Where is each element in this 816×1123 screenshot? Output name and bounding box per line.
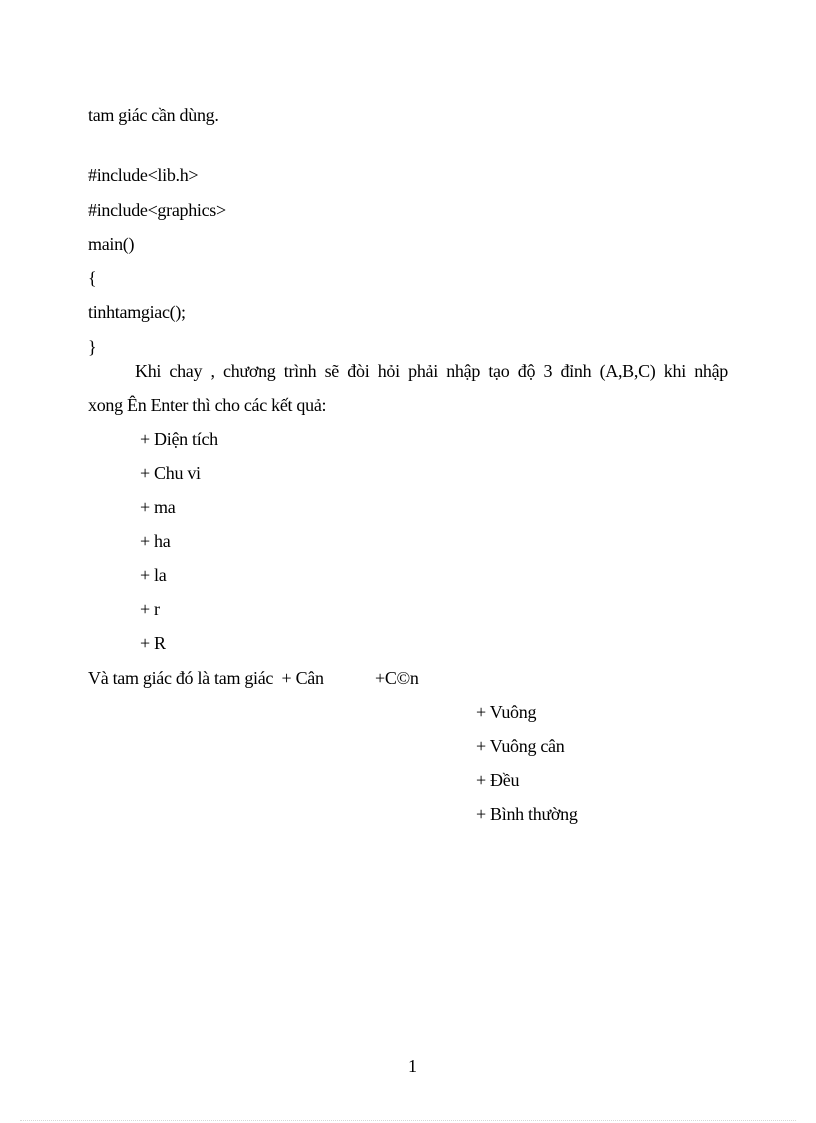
code-line: {	[88, 268, 97, 288]
list-item: + r	[140, 599, 160, 619]
page-bottom-divider	[20, 1120, 796, 1121]
code-line: }	[88, 337, 97, 357]
paragraph-line-1: Khi chay , chương trình sẽ đòi hỏi phải nhập tạo độ 3 đỉnh (A,B,C) khi nhập	[135, 361, 728, 381]
code-line: #include<lib.h>	[88, 165, 199, 185]
list-item: + Bình thường	[476, 804, 578, 824]
list-item: + Vuông	[476, 702, 537, 722]
list-item: + Diện tích	[140, 429, 218, 449]
list-item: + R	[140, 633, 166, 653]
code-line: #include<graphics>	[88, 200, 226, 220]
list-item: + Chu vi	[140, 463, 201, 483]
list-item: + Vuông cân	[476, 736, 565, 756]
list-item: +C©n	[375, 668, 419, 688]
code-line: main()	[88, 234, 135, 254]
list-item: + ha	[140, 531, 171, 551]
list-item: + Đều	[476, 770, 520, 790]
page-number: 1	[408, 1056, 417, 1076]
intro-tail-text: tam giác cần dùng.	[88, 105, 219, 125]
list-item: + ma	[140, 497, 176, 517]
list-item: + la	[140, 565, 167, 585]
paragraph-line-2: xong Ên Enter thì cho các kết quả:	[88, 395, 327, 415]
triangle-intro: Và tam giác đó là tam giác + Cân	[88, 668, 324, 688]
code-line: tinhtamgiac();	[88, 302, 186, 322]
